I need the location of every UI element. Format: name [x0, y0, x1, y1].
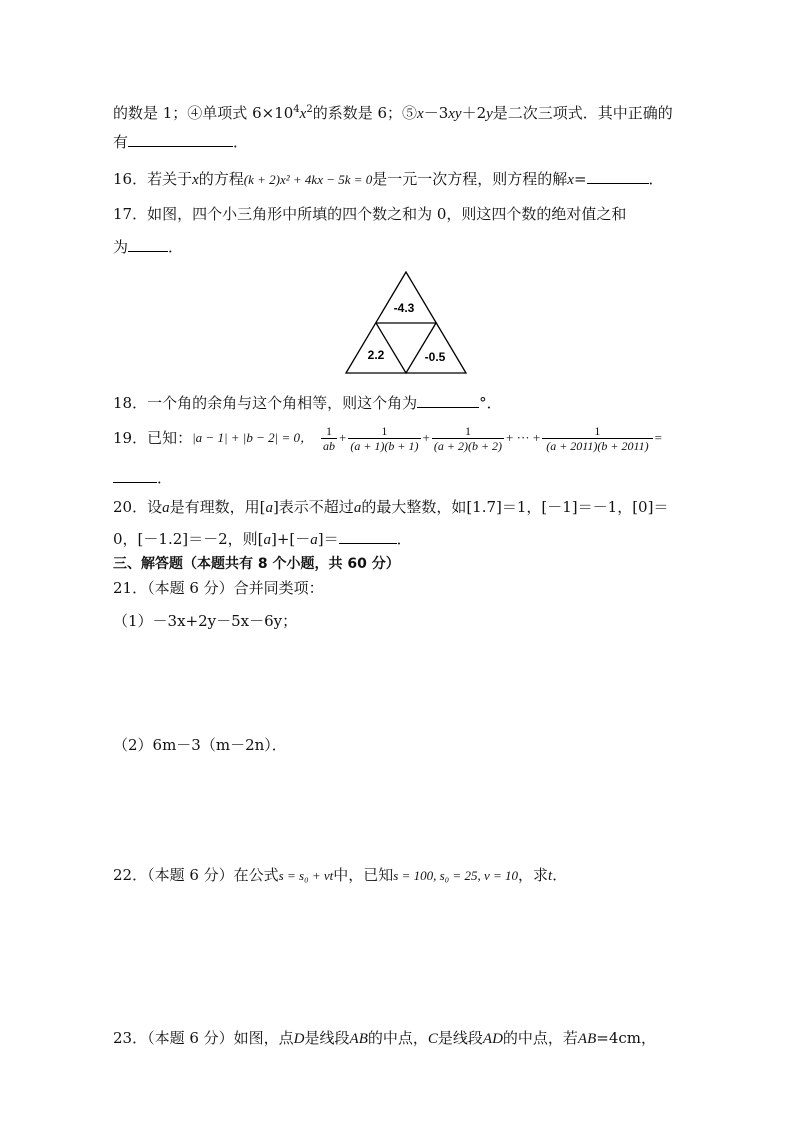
q20-var: a	[162, 500, 170, 516]
q23-text5: 的中点，若	[502, 1029, 578, 1047]
q18-text: 18．一个角的余角与这个角相等，则这个角为	[113, 394, 418, 412]
q15-var: x	[299, 106, 307, 122]
q15-text: 的数是 1；④单项式 6×10	[113, 104, 294, 122]
q20-text2: 是有理数，用[	[169, 498, 266, 516]
q22-given: s = 100, s₀ = 25, v = 10	[393, 868, 518, 883]
q20-text: 20．设	[113, 498, 163, 516]
q23-var5: AB	[577, 1031, 597, 1047]
q22-text: 22．（本题 6 分）在公式	[113, 866, 279, 884]
q21-title: 21．（本题 6 分）合并同类项：	[113, 579, 324, 597]
q15-line1	[113, 99, 673, 125]
q22-var: t	[548, 868, 553, 884]
q19-frac4	[542, 424, 652, 453]
q21-part2: （2）6m－3（m－2n）．	[113, 736, 287, 754]
frac-num: 1	[594, 423, 601, 438]
q20-text6: ]+[－	[271, 530, 311, 548]
q16-line	[113, 167, 664, 191]
q15-sup: 4	[293, 104, 300, 115]
q20-line2	[113, 527, 412, 551]
q19-eq: =	[654, 430, 662, 445]
q23-text4: 是线段	[437, 1029, 483, 1047]
q20-var5: a	[310, 532, 318, 548]
triangle-left-value: 2.2	[367, 348, 385, 362]
frac-num: 1	[381, 423, 388, 438]
q16-answer-blank[interactable]	[587, 167, 649, 184]
triangle-top-value: -4.3	[393, 301, 415, 315]
q16-text3: 是一元一次方程，则方程的解	[372, 170, 568, 188]
frac-den: (a + 1)(b + 1)	[350, 438, 419, 453]
q15-var4: y	[486, 106, 493, 122]
q20-var4: a	[263, 532, 271, 548]
q19-line2	[113, 466, 172, 489]
q16-eq: =	[573, 170, 587, 188]
q19-condition: |a − 1| + |b − 2| = 0，	[192, 430, 313, 445]
q19-end: ．	[157, 469, 173, 487]
q23-text6: =4cm，	[596, 1029, 656, 1047]
frac-den: ab	[322, 438, 335, 453]
q20-var3: a	[353, 500, 362, 516]
q18-answer-blank[interactable]	[417, 391, 479, 408]
q19-dots: + ··· +	[506, 430, 541, 445]
q19-text: 19．已知：	[113, 429, 193, 447]
q22-text3: ，求	[518, 866, 549, 884]
triangle-right-value: -0.5	[424, 350, 446, 364]
q15-answer-blank[interactable]	[128, 130, 233, 147]
q22-line	[113, 864, 567, 887]
q20-text4: 的最大整数，如[1.7]＝1，[－1]＝－1，[0]＝	[361, 498, 669, 516]
q17-answer-blank[interactable]	[128, 235, 168, 252]
q15-text4: ＋2	[461, 104, 487, 122]
q17-line1	[113, 203, 626, 225]
q18-line	[113, 391, 502, 414]
q20-end: ．	[396, 530, 412, 548]
q16-equation: (k + 2)x² + 4kx − 5k = 0	[243, 172, 373, 187]
q15-end: ．	[233, 133, 249, 151]
q16-var: x	[192, 172, 199, 188]
q15-line2	[113, 130, 248, 153]
q16-end: ．	[648, 170, 664, 188]
q16-var2: x	[567, 172, 574, 188]
q23-text: 23．（本题 6 分）如图，点	[113, 1029, 294, 1047]
q23-var4: AD	[482, 1031, 503, 1047]
q19-frac1	[321, 424, 337, 453]
q20-text5: 0，[－1.2]＝－2，则[	[113, 530, 264, 548]
q17-end: ．	[168, 238, 184, 256]
q15-var2: x	[417, 106, 424, 122]
q23-text2: 是线段	[304, 1029, 350, 1047]
q15-text5: 是二次三项式．其中正确的	[492, 104, 673, 122]
q19-line: 19．已知：|a − 1| + |b − 2| = 0， $\frac{1}{ab}$ + $\frac{1}{(a + 1)(b + 1)}$ + $\frac{1}{(a + 2)(b + 2)}$ + ··· + $\frac{1}{(a + 2011)(b + 2011)}$ =	[113, 423, 662, 453]
frac-den: (a + 2011)(b + 2011)	[542, 438, 652, 453]
q17-line2	[113, 235, 183, 258]
q20-text3: ]表示不超过	[272, 498, 354, 516]
q16-text: 16．若关于	[113, 170, 193, 188]
q23-text3: 的中点，	[367, 1029, 428, 1047]
frac-den: (a + 2)(b + 2)	[433, 438, 503, 453]
q18-end: °．	[479, 394, 502, 412]
frac-num: 1	[325, 423, 332, 438]
q20-text7: ]＝	[317, 530, 339, 548]
q22-formula: s = s₀ + vt	[278, 868, 334, 883]
section-title: 三、解答题（本题共有 8 个小题，共 60 分）	[113, 556, 400, 572]
q21-part1: （1）－3x+2y－5x－6y；	[113, 612, 298, 630]
q22-end: ．	[552, 866, 568, 884]
frac-num: 1	[464, 423, 471, 438]
q20-answer-blank[interactable]	[339, 527, 397, 544]
q23-var: D	[293, 1031, 305, 1047]
q15-text3: －3	[423, 104, 449, 122]
q19-frac3	[432, 424, 504, 453]
q23-line	[113, 1027, 656, 1050]
q15-var3: xy	[448, 106, 462, 122]
q16-text2: 的方程	[198, 170, 244, 188]
q20-line1	[113, 496, 668, 519]
q19-frac2	[348, 424, 420, 453]
q23-var2: AB	[349, 1031, 368, 1047]
q15-sup2: 2	[306, 104, 313, 115]
q20-var2: a	[265, 500, 273, 516]
q22-text2: 中，已知	[333, 866, 394, 884]
q17-text: 17．如图，四个小三角形中所填的四个数之和为 0，则这四个数的绝对值之和	[113, 205, 627, 223]
q15-text6: 有	[113, 133, 129, 151]
q23-var3: C	[427, 1031, 438, 1047]
q15-text2: 的系数是 6；⑤	[312, 104, 418, 122]
q19-answer-blank[interactable]	[113, 466, 157, 483]
q17-text2: 为	[113, 238, 129, 256]
q17-triangle-figure	[340, 268, 472, 378]
